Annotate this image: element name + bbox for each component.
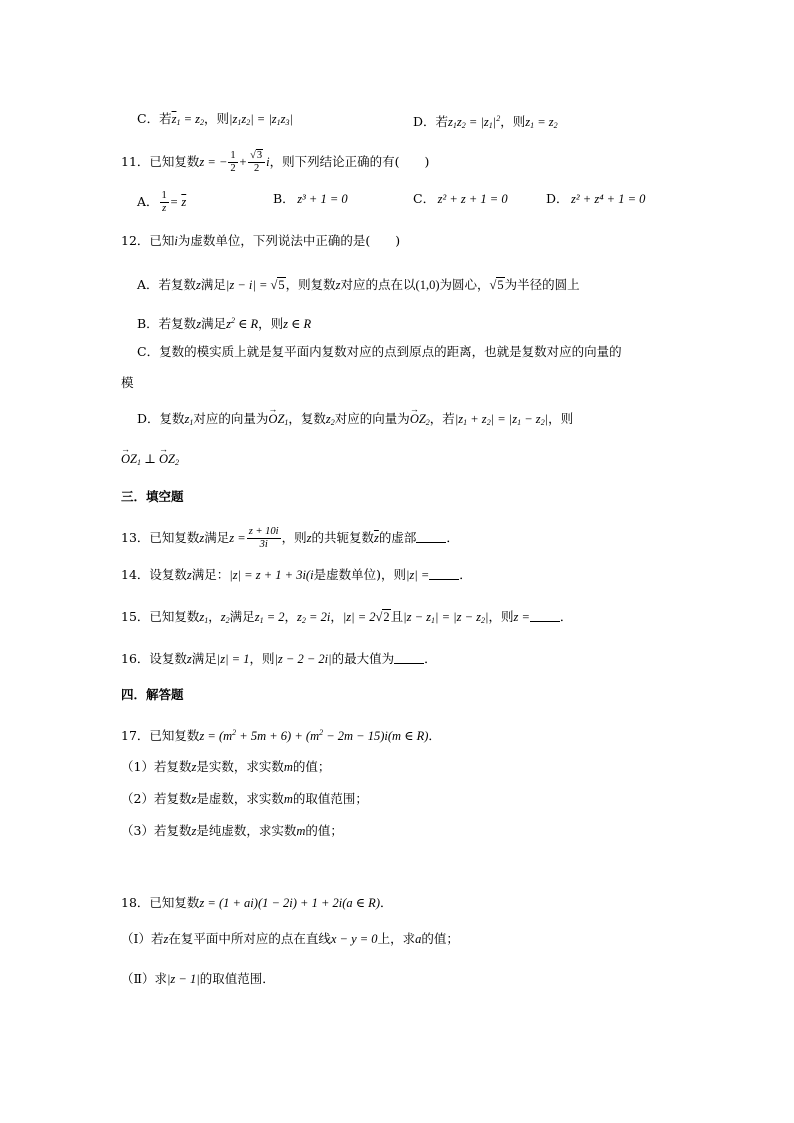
- q18-stem: 18．已知复数z = (1 + ai)(1 − 2i) + 1 + 2i(a ∈ R)．: [121, 895, 393, 910]
- q15-answer-blank[interactable]: [530, 621, 560, 622]
- q12-option-d-line1: D．复数$z_1$对应的向量为→ $OZ_1$，复数$z_2$对应的向量为→ $OZ_2$，若$|z_1 + z_2| = |z_1 - z_2|$，则: [137, 410, 573, 432]
- q14-answer-blank[interactable]: [429, 579, 459, 580]
- q11-stem: 11．已知复数z = − $\frac{1}{2}$ + $\frac{√3}{2}$ i，则下列结论正确的有( ): [121, 150, 430, 174]
- q11-option-c: C． z² + z + 1 = 0: [413, 191, 508, 206]
- q17-part-3: （3）若复数z是纯虚数，求实数m的值；: [121, 823, 343, 838]
- q15: 15．已知复数$z_1$，$z_2$满足$z_1 = 2$，$z_2 = 2i$，|z| = 2√2且$|z - z_1| = |z - z_2|$，则z = ．: [121, 609, 573, 625]
- q13-answer-blank[interactable]: [416, 542, 446, 543]
- q14: 14．设复数z满足：|z| = z + 1 + 3i(i是虚数单位)，则|z| = ．: [121, 567, 472, 582]
- q11-option-d: D． z² + z⁴ + 1 = 0: [546, 191, 646, 206]
- section-fill-in-blank-heading: 三．填空题: [121, 489, 184, 504]
- q12-option-a: A．若复数z满足|z − i| = √5，则复数z对应的点在以(1,0)为圆心，√5为半径的圆上: [137, 277, 580, 292]
- q18-part-2: （Ⅱ）求|z − 1|的取值范围．: [121, 971, 275, 986]
- q17-part-1: （1）若复数z是实数，求实数m的值；: [121, 759, 331, 774]
- q17-stem: 17．已知复数$z = (m^2 + 5m + 6) + (m^2 - 2m - 15)i(m$ ∈ R)．: [121, 728, 441, 743]
- q12-option-d-line2: → $OZ_1$ ⊥ → $OZ_2$: [121, 450, 179, 472]
- q11-option-b: B． z³ + 1 = 0: [273, 191, 348, 206]
- q16-answer-blank[interactable]: [394, 663, 424, 664]
- q10-option-d: D．若$z_1z_2 = |z_1|^2$，则$z_1 = z_2$: [413, 114, 558, 130]
- q16: 16．设复数z满足|z| = 1，则|z − 2 − 2i|的最大值为 ．: [121, 651, 437, 666]
- q12-stem: 12．已知i为虚数单位，下列说法中正确的是( ): [121, 233, 401, 248]
- q17-part-2: （2）若复数z是虚数，求实数m的取值范围；: [121, 791, 368, 806]
- q12-option-c-line2: 模: [121, 375, 134, 390]
- q18-part-1: （Ⅰ）若z在复平面中所对应的点在直线x − y = 0上，求a的值；: [121, 931, 459, 946]
- q12-option-b: B．若复数z满足$z^2$ ∈ R，则z ∈ R: [137, 316, 312, 331]
- section-answer-heading: 四．解答题: [121, 687, 184, 702]
- q12-option-c-line1: C．复数的模实质上就是复平面内复数对应的点到原点的距离，也就是复数对应的向量的: [137, 344, 622, 359]
- q13: 13．已知复数z满足z = $\frac{z + 10i}{3i}$ ，则z的共轭复数$\overline{z}$的虚部 ．: [121, 526, 459, 550]
- q10-option-c: C．若$\overline{z}_1 = z_2$，则$|z_1z_2| = |z_1z_3|$: [137, 111, 293, 127]
- q11-option-a: A． $\frac{1}{z}$ = $\overline{z}$: [137, 190, 187, 214]
